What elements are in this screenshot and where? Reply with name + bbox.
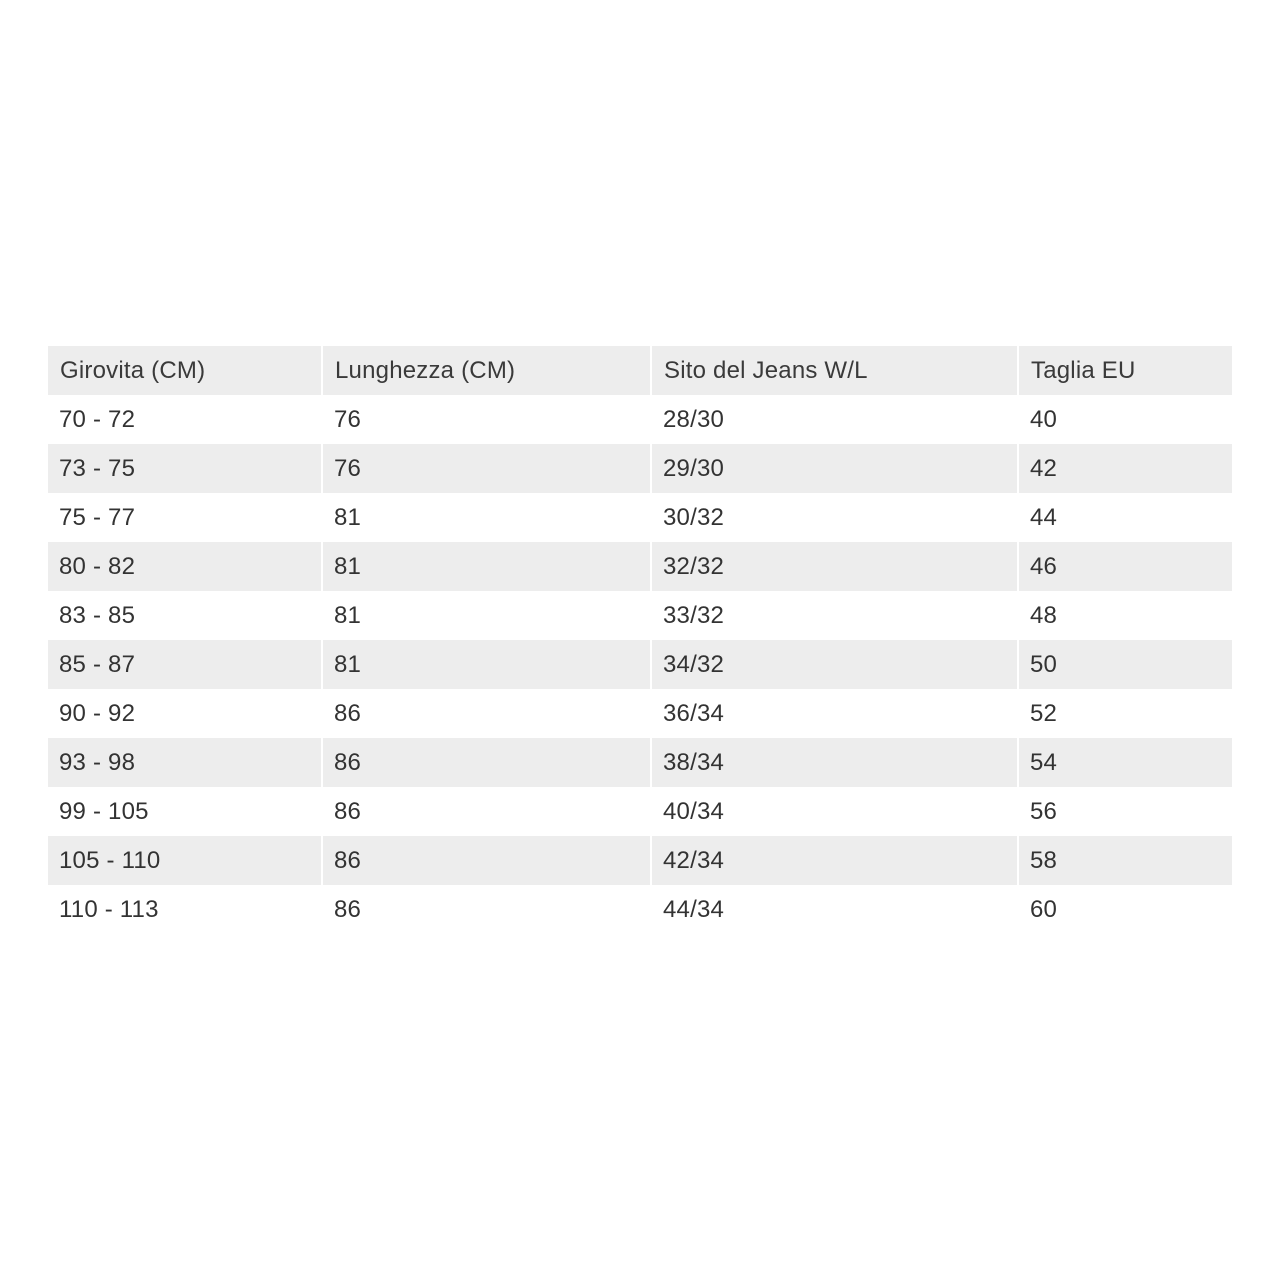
table-header-row — [48, 346, 1226, 395]
cell-sito-jeans: 42/34 — [652, 836, 1017, 885]
cell-sito-jeans: 38/34 — [652, 738, 1017, 787]
size-chart-table — [48, 346, 1226, 934]
cell-girovita: 105 - 110 — [48, 836, 321, 885]
cell-girovita: 75 - 77 — [59, 503, 136, 531]
cell-lunghezza: 76 — [334, 405, 362, 433]
cell-lunghezza: 81 — [323, 542, 650, 591]
cell-taglia-eu: 56 — [1030, 797, 1058, 825]
cell-lunghezza: 86 — [334, 699, 362, 727]
cell-taglia-eu: 52 — [1030, 699, 1058, 727]
table-row — [48, 591, 1226, 640]
cell-lunghezza: 81 — [323, 640, 650, 689]
cell-taglia-eu: 42 — [1019, 444, 1232, 493]
cell-sito-jeans: 30/32 — [663, 503, 725, 531]
cell-girovita: 83 - 85 — [59, 601, 136, 629]
cell-taglia-eu: 46 — [1019, 542, 1232, 591]
header-sito-jeans: Sito del Jeans W/L — [652, 346, 1017, 395]
cell-girovita: 110 - 113 — [59, 895, 159, 923]
cell-sito-jeans: 44/34 — [663, 895, 725, 923]
table-row — [48, 542, 1226, 591]
cell-girovita: 93 - 98 — [48, 738, 321, 787]
cell-girovita: 85 - 87 — [48, 640, 321, 689]
cell-taglia-eu: 48 — [1030, 601, 1058, 629]
cell-taglia-eu: 44 — [1030, 503, 1058, 531]
cell-girovita: 90 - 92 — [59, 699, 136, 727]
header-taglia-eu: Taglia EU — [1019, 346, 1232, 395]
table-row — [48, 738, 1226, 787]
cell-sito-jeans: 32/32 — [652, 542, 1017, 591]
cell-sito-jeans: 29/30 — [652, 444, 1017, 493]
table-row — [48, 689, 1226, 738]
header-lunghezza: Lunghezza (CM) — [323, 346, 650, 395]
table-row — [48, 395, 1226, 444]
cell-taglia-eu: 58 — [1019, 836, 1232, 885]
cell-girovita: 99 - 105 — [59, 797, 149, 825]
table-row — [48, 444, 1226, 493]
cell-lunghezza: 81 — [334, 503, 362, 531]
cell-sito-jeans: 34/32 — [652, 640, 1017, 689]
cell-lunghezza: 86 — [323, 836, 650, 885]
cell-sito-jeans: 33/32 — [663, 601, 725, 629]
cell-lunghezza: 86 — [334, 895, 362, 923]
cell-sito-jeans: 28/30 — [663, 405, 725, 433]
cell-taglia-eu: 40 — [1030, 405, 1058, 433]
cell-lunghezza: 76 — [323, 444, 650, 493]
cell-sito-jeans: 36/34 — [663, 699, 725, 727]
cell-girovita: 70 - 72 — [59, 405, 136, 433]
cell-girovita: 73 - 75 — [48, 444, 321, 493]
cell-lunghezza: 81 — [334, 601, 362, 629]
cell-girovita: 80 - 82 — [48, 542, 321, 591]
cell-lunghezza: 86 — [323, 738, 650, 787]
cell-taglia-eu: 54 — [1019, 738, 1232, 787]
table-row — [48, 787, 1226, 836]
table-row — [48, 885, 1226, 934]
cell-taglia-eu: 50 — [1019, 640, 1232, 689]
cell-sito-jeans: 40/34 — [663, 797, 725, 825]
header-girovita: Girovita (CM) — [48, 346, 321, 395]
cell-taglia-eu: 60 — [1030, 895, 1058, 923]
table-row — [48, 836, 1226, 885]
table-row — [48, 640, 1226, 689]
cell-lunghezza: 86 — [334, 797, 362, 825]
table-row — [48, 493, 1226, 542]
